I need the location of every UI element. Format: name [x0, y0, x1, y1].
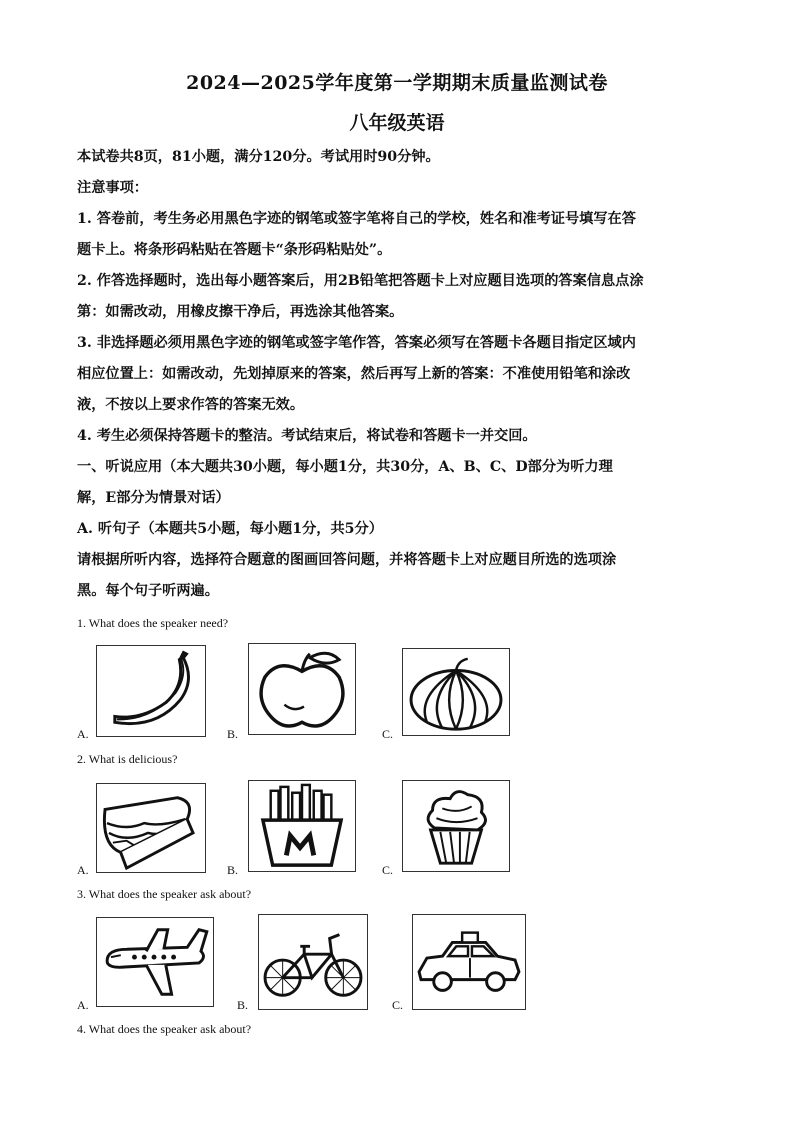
exam-subtitle: 八年级英语: [349, 112, 445, 134]
apple-icon[interactable]: [248, 643, 356, 735]
exam-title: 2024—2025学年度第一学期期末质量监测试卷: [186, 72, 608, 94]
instruction-line: 请根据所听内容，选择符合题意的图画回答问题，并将答题卡上对应题目所选的选项涂: [77, 552, 617, 568]
note-line: 2. 作答选择题时，选出每小题答案后，用2B铅笔把答题卡上对应题目选项的答案信息点涂: [77, 273, 644, 289]
ice-cream-icon[interactable]: [402, 780, 510, 872]
option-b-label: B.: [227, 863, 239, 877]
note-line: 题卡上。将条形码粘贴在答题卡“条形码粘贴处”。: [77, 242, 392, 258]
question-3-text: 3. What does the speaker ask about?: [77, 887, 252, 901]
option-a-label: A.: [77, 727, 89, 741]
sandwich-icon[interactable]: [96, 783, 206, 873]
question-4-text: 4. What does the speaker ask about?: [77, 1022, 252, 1036]
taxi-icon[interactable]: [412, 914, 526, 1010]
option-c-label: C.: [392, 998, 404, 1012]
notice-heading: 注意事项：: [77, 180, 148, 196]
option-c-label: C.: [382, 727, 394, 741]
airplane-icon[interactable]: [96, 917, 214, 1007]
note-line: 液，不按以上要求作答的答案无效。: [77, 397, 305, 413]
option-b-label: B.: [237, 998, 249, 1012]
note-line: 相应位置上：如需改动，先划掉原来的答案，然后再写上新的答案：不准使用铅笔和涂改: [77, 366, 631, 382]
summary-line: 本试卷共8页，81小题，满分120分。考试用时90分钟。: [77, 149, 440, 165]
note-line: 3. 非选择题必须用黑色字迹的钢笔或签字笔作答，答案必须写在答题卡各题目指定区域内: [77, 335, 636, 351]
note-line: 4. 考生必须保持答题卡的整洁。考试结束后，将试卷和答题卡一并交回。: [77, 428, 537, 444]
section-heading-cont: 解，E部分为情景对话）: [77, 490, 230, 506]
instruction-line: 黑。每个句子听两遍。: [77, 583, 219, 599]
bicycle-icon[interactable]: [258, 914, 368, 1010]
option-c-label: C.: [382, 863, 394, 877]
note-line: 第：如需改动，用橡皮擦干净后，再选涂其他答案。: [77, 304, 404, 320]
option-a-label: A.: [77, 863, 89, 877]
question-1-text: 1. What does the speaker need?: [77, 616, 229, 630]
option-b-label: B.: [227, 727, 239, 741]
option-a-label: A.: [77, 998, 89, 1012]
part-a-heading: A. 听句子（本题共5小题，每小题1分，共5分）: [77, 521, 383, 537]
note-line: 1. 答卷前，考生务必用黑色字迹的钢笔或签字笔将自己的学校，姓名和准考证号填写在答: [77, 211, 636, 227]
watermelon-icon[interactable]: [402, 648, 510, 736]
banana-icon[interactable]: [96, 645, 206, 737]
question-2-text: 2. What is delicious?: [77, 752, 178, 766]
section-heading: 一、听说应用（本大题共30小题，每小题1分，共30分，A、B、C、D部分为听力理: [77, 459, 613, 475]
fries-icon[interactable]: [248, 780, 356, 872]
